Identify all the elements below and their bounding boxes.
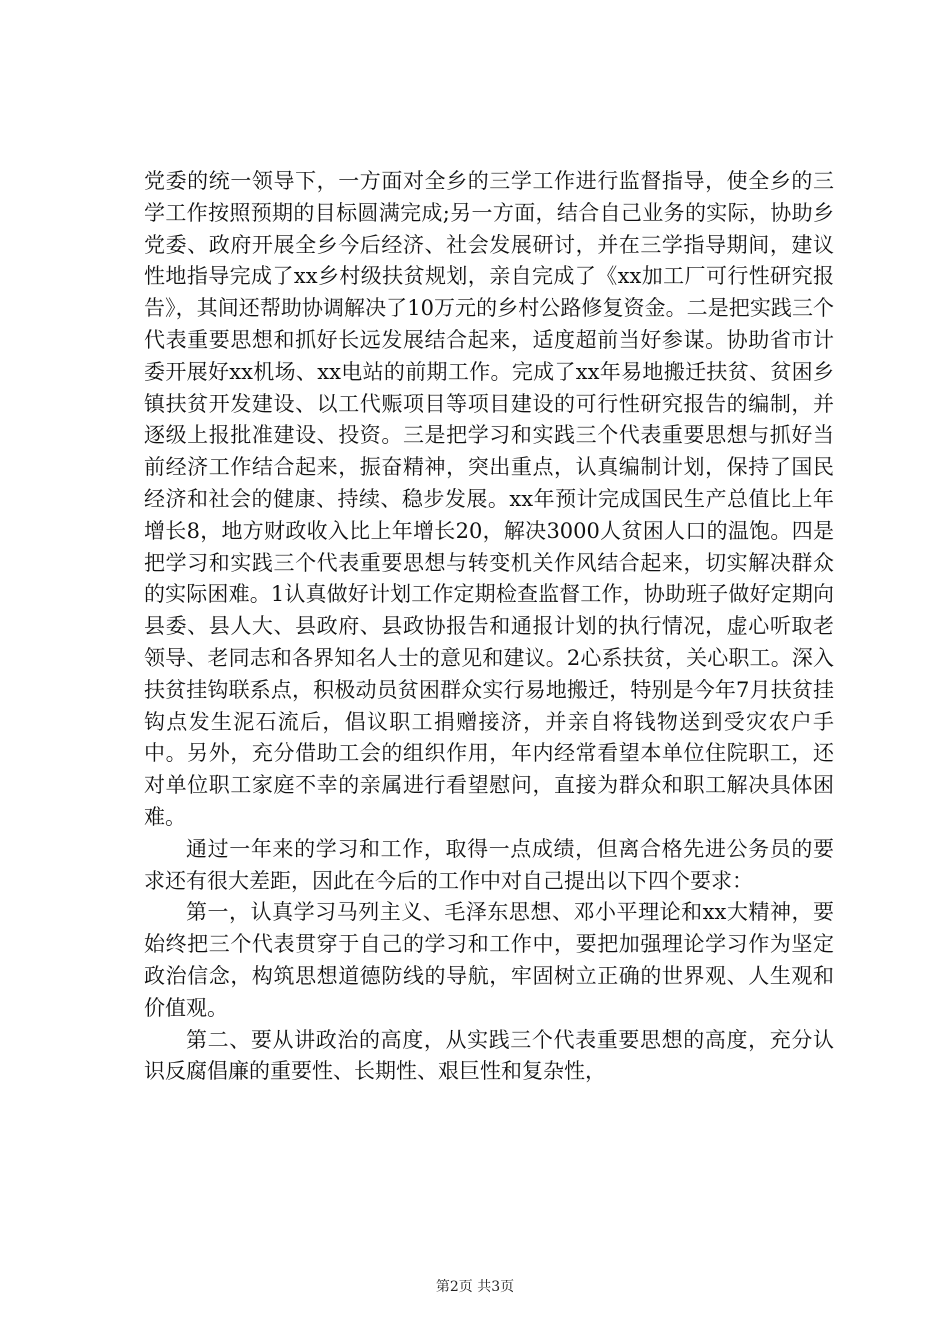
paragraph-continuation: 党委的统一领导下，一方面对全乡的三学工作进行监督指导，使全乡的三学工作按照预期的目标圆满完成;另一方面，结合自己业务的实际，协助乡党委、政府开展全乡今后经济、社会发展研讨，并在三学指导期间，建议性地指导完成了xx乡村级扶贫规划，亲自完成了《xx加工厂可行性研究报告》，其间还帮助协调解决了10万元的乡村公路修复资金。二是把实践三个代表重要思想和抓好长远发展结合起来，适度超前当好参谋。协助省市计委开展好xx机场、xx电站的前期工作。完成了xx年易地搬迁扶贫、贫困乡镇扶贫开发建设、以工代赈项目等项目建设的可行性研究报告的编制，并逐级上报批准建设、投资。三是把学习和实践三个代表重要思想与抓好当前经济工作结合起来，振奋精神，突出重点，认真编制计划，保持了国民经济和社会的健康、持续、稳步发展。xx年预计完成国民生产总值比上年增长8，地方财政收入比上年增长20，解决3000人贫困人口的温饱。四是把学习和实践三个代表重要思想与转变机关作风结合起来，切实解决群众的实际困难。1认真做好计划工作定期检查监督工作，协助班子做好定期向县委、县人大、县政府、县政协报告和通报计划的执行情况，虚心听取老领导、老同志和各界知名人士的意见和建议。2心系扶贫，关心职工。深入扶贫挂钩联系点，积极动员贫困群众实行易地搬迁，特别是今年7月扶贫挂钩点发生泥石流后，倡议职工捐赠接济，并亲自将钱物送到受灾农户手中。另外，充分借助工会的组织作用，年内经常看望本单位住院职工，还对单位职工家庭不幸的亲属进行看望慰问，直接为群众和职工解决具体困难。 xyxy=(144,169,834,829)
document-body xyxy=(144,166,834,1088)
page-footer: 第2页 共3页 xyxy=(435,1279,515,1295)
paragraph-requirement-2: 第二、要从讲政治的高度，从实践三个代表重要思想的高度，充分认识反腐倡廉的重要性、长期性、艰巨性和复杂性， xyxy=(144,1027,834,1084)
paragraph-requirement-1: 第一，认真学习马列主义、毛泽东思想、邓小平理论和xx大精神，要始终把三个代表贯穿于自己的学习和工作中，要把加强理论学习作为坚定政治信念，构筑思想道德防线的导航，牢固树立正确的世界观、人生观和价值观。 xyxy=(144,900,834,1020)
paragraph-summary: 通过一年来的学习和工作，取得一点成绩，但离合格先进公务员的要求还有很大差距，因此在今后的工作中对自己提出以下四个要求： xyxy=(144,836,834,893)
